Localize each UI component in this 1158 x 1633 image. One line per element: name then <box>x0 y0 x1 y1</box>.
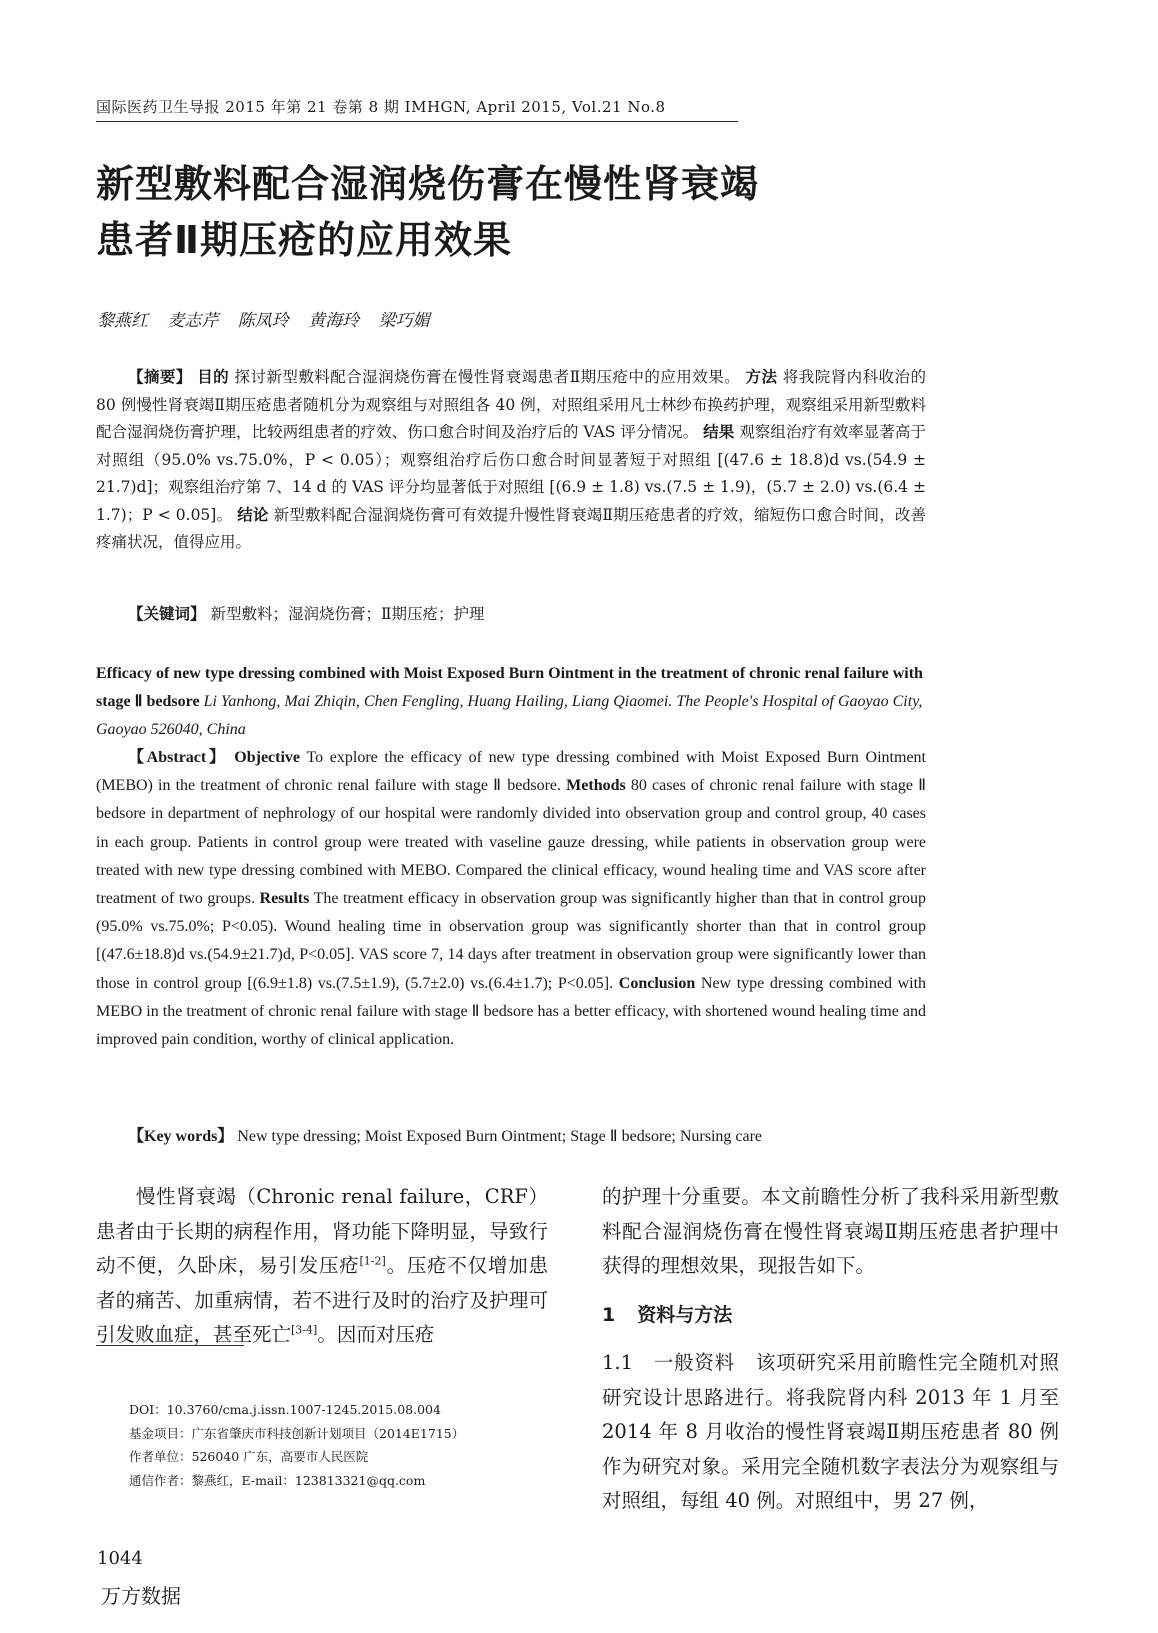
en-conclusion: New type dressing combined with MEBO in the treatment of chronic renal failure with stage Ⅱ bedsore has a better efficacy, with shortened wound healing time and improved pain condition, worthy of clinical application. <box>96 974 927 1049</box>
en-methods: 80 cases of chronic renal failure with stage Ⅱ bedsore in department of nephrology of our hospital were randomly divided into observation group and control group, 40 cases in each group. Patients in control group were treated with vaseline gauze dressing, while patients in observation group were treated with new type dressing combined with MEBO. Compared the clinical efficacy, wound healing time and VAS score after treatment of two groups. <box>96 777 927 908</box>
en-methods-label: Methods <box>566 777 626 795</box>
header-rule <box>96 121 738 122</box>
english-title-block <box>96 660 926 744</box>
en-keywords-text: New type dressing; Moist Exposed Burn Ointment; Stage Ⅱ bedsore; Nursing care <box>237 1128 763 1145</box>
subsection-1-1-number: 1.1 <box>602 1351 634 1374</box>
cn-abstract-label: 【摘要】 <box>128 368 192 386</box>
en-keywords-label: 【Key words】 <box>128 1128 234 1145</box>
running-head: 国际医药卫生导报 2015 年第 21 卷第 8 期 IMHGN, April 2015, Vol.21 No.8 <box>96 98 666 116</box>
en-objective: To explore the efficacy of new type dressing combined with Moist Exposed Burn Ointment (MEBO) in the treatment of chronic renal failure with stage Ⅱ bedsore. <box>96 749 926 795</box>
section-1-title: 资料与方法 <box>637 1303 733 1326</box>
footnote-rule <box>96 1345 244 1346</box>
section-1-heading <box>602 1298 1059 1333</box>
english-title: Efficacy of new type dressing combined with Moist Exposed Burn Ointment in the treatment of chronic renal failure with stage Ⅱ bedsore <box>96 665 923 710</box>
subsection-1-1-text: 该项研究采用前瞻性完全随机对照研究设计思路进行。将我院肾内科 2013 年 1 月至 2014 年 8 月收治的慢性肾衰竭Ⅱ期压疮患者 80 例作为研究对象。采用完全随机数字表法分为观察组与对照组，每组 40 例。对照组中，男 27 例， <box>602 1351 1059 1512</box>
citation-3-4: [3-4] <box>291 1323 318 1337</box>
cn-methods-label: 方法 <box>745 368 778 386</box>
body-column-right <box>602 1180 1059 1519</box>
cn-results: 观察组治疗有效率显著高于对照组（95.0% vs.75.0%，P < 0.05）；观察组治疗后伤口愈合时间显著短于对照组 [(47.6 ± 18.8)d vs.(54.9 ± 21.7)d]；观察组治疗第 7、14 d 的 VAS 评分均显著低于对照组 [(6.9 ± 1.8) vs.(7.5 ± 1.9)，(5.7 ± 2.0) vs.(6.4 ± 1.7)；P < 0.05]。 <box>96 423 926 524</box>
section-1-number: 1 <box>602 1303 616 1326</box>
english-authors-affiliation: Li Yanhong, Mai Zhiqin, Chen Fengling, Huang Hailing, Liang Qiaomei. The People's Hospital of Gaoyao City, Gaoyao 526040, China <box>96 693 923 738</box>
intro-text-c: 。因而对压疮 <box>317 1323 435 1346</box>
en-objective-label: Objective <box>234 749 301 766</box>
cn-results-label: 结果 <box>703 423 735 441</box>
en-abstract-label: 【Abstract】 <box>128 749 228 766</box>
citation-1-2: [1-2] <box>359 1254 386 1268</box>
page-number: 1044 <box>97 1548 143 1569</box>
cn-abstract <box>96 364 926 557</box>
subsection-1-1 <box>602 1346 1059 1519</box>
footnotes <box>129 1398 464 1492</box>
footnote-correspondence: 通信作者：黎燕红，E-mail：123813321@qq.com <box>129 1472 426 1488</box>
footnote-affiliation: 作者单位：526040 广东，高要市人民医院 <box>129 1449 369 1464</box>
watermark-text: 万方数据 <box>101 1584 181 1608</box>
cn-methods: 将我院肾内科收治的 80 例慢性肾衰竭Ⅱ期压疮患者随机分为观察组与对照组各 40 例，对照组采用凡士林纱布换药护理，观察组采用新型敷料配合湿润烧伤膏护理，比较两组患者的疗效、伤口愈合时间及治疗后的 VAS 评分情况。 <box>96 368 926 441</box>
en-abstract <box>96 744 926 1054</box>
en-results-label: Results <box>259 890 310 908</box>
intro-paragraph <box>96 1180 548 1353</box>
cn-objective: 探讨新型敷料配合湿润烧伤膏在慢性肾衰竭患者Ⅱ期压疮中的应用效果。 <box>234 368 741 386</box>
body-column-left <box>96 1180 548 1353</box>
cn-objective-label: 目的 <box>197 368 230 386</box>
en-conclusion-label: Conclusion <box>618 974 696 992</box>
cn-keywords-text: 新型敷料；湿润烧伤膏；Ⅱ期压疮；护理 <box>210 605 485 623</box>
cn-conclusion-label: 结论 <box>237 505 269 524</box>
intro-text-b: 。压疮不仅增加患者的痛苦、加重病情，若不进行及时的治疗及护理可引发败血症，甚至死亡 <box>96 1254 548 1346</box>
article-title <box>96 156 956 268</box>
footnote-fund: 基金项目：广东省肇庆市科技创新计划项目（2014E1715） <box>129 1425 465 1441</box>
cn-conclusion: 新型敷料配合湿润烧伤膏可有效提升慢性肾衰竭Ⅱ期压疮患者的疗效，缩短伤口愈合时间，改善疼痛状况，值得应用。 <box>96 505 926 551</box>
authors: 黎燕红 麦志芹 陈凤玲 黄海玲 梁巧媚 <box>97 311 430 331</box>
intro-text-a: 慢性肾衰竭（Chronic renal failure，CRF）患者由于长期的病程作用，肾功能下降明显，导致行动不便，久卧床，易引发压疮 <box>96 1185 548 1277</box>
en-keywords <box>96 1123 926 1151</box>
title-line-2: 患者Ⅱ期压疮的应用效果 <box>96 218 513 262</box>
intro-continuation: 的护理十分重要。本文前瞻性分析了我科采用新型敷料配合湿润烧伤膏在慢性肾衰竭Ⅱ期压疮患者护理中获得的理想效果，现报告如下。 <box>602 1185 1059 1277</box>
cn-keywords-label: 【关键词】 <box>128 605 206 623</box>
title-line-1: 新型敷料配合湿润烧伤膏在慢性肾衰竭 <box>96 162 760 206</box>
en-results: The treatment efficacy in observation group was significantly higher than that in control group (95.0% vs.75.0%; P<0.05). Wound healing time in observation group was significantly shorter than that in control group [(47.6±18.8)d vs.(54.9±21.7)d, P<0.05]. VAS score 7, 14 days after treatment in observation group were significantly lower than those in control group [(6.9±1.8) vs.(7.5±1.9), (5.7±2.0) vs.(6.4±1.7); P<0.05]. <box>96 890 927 992</box>
cn-keywords <box>96 601 926 628</box>
footnote-doi: DOI：10.3760/cma.j.issn.1007-1245.2015.08.004 <box>129 1402 441 1417</box>
subsection-1-1-title: 一般资料 <box>653 1351 735 1374</box>
